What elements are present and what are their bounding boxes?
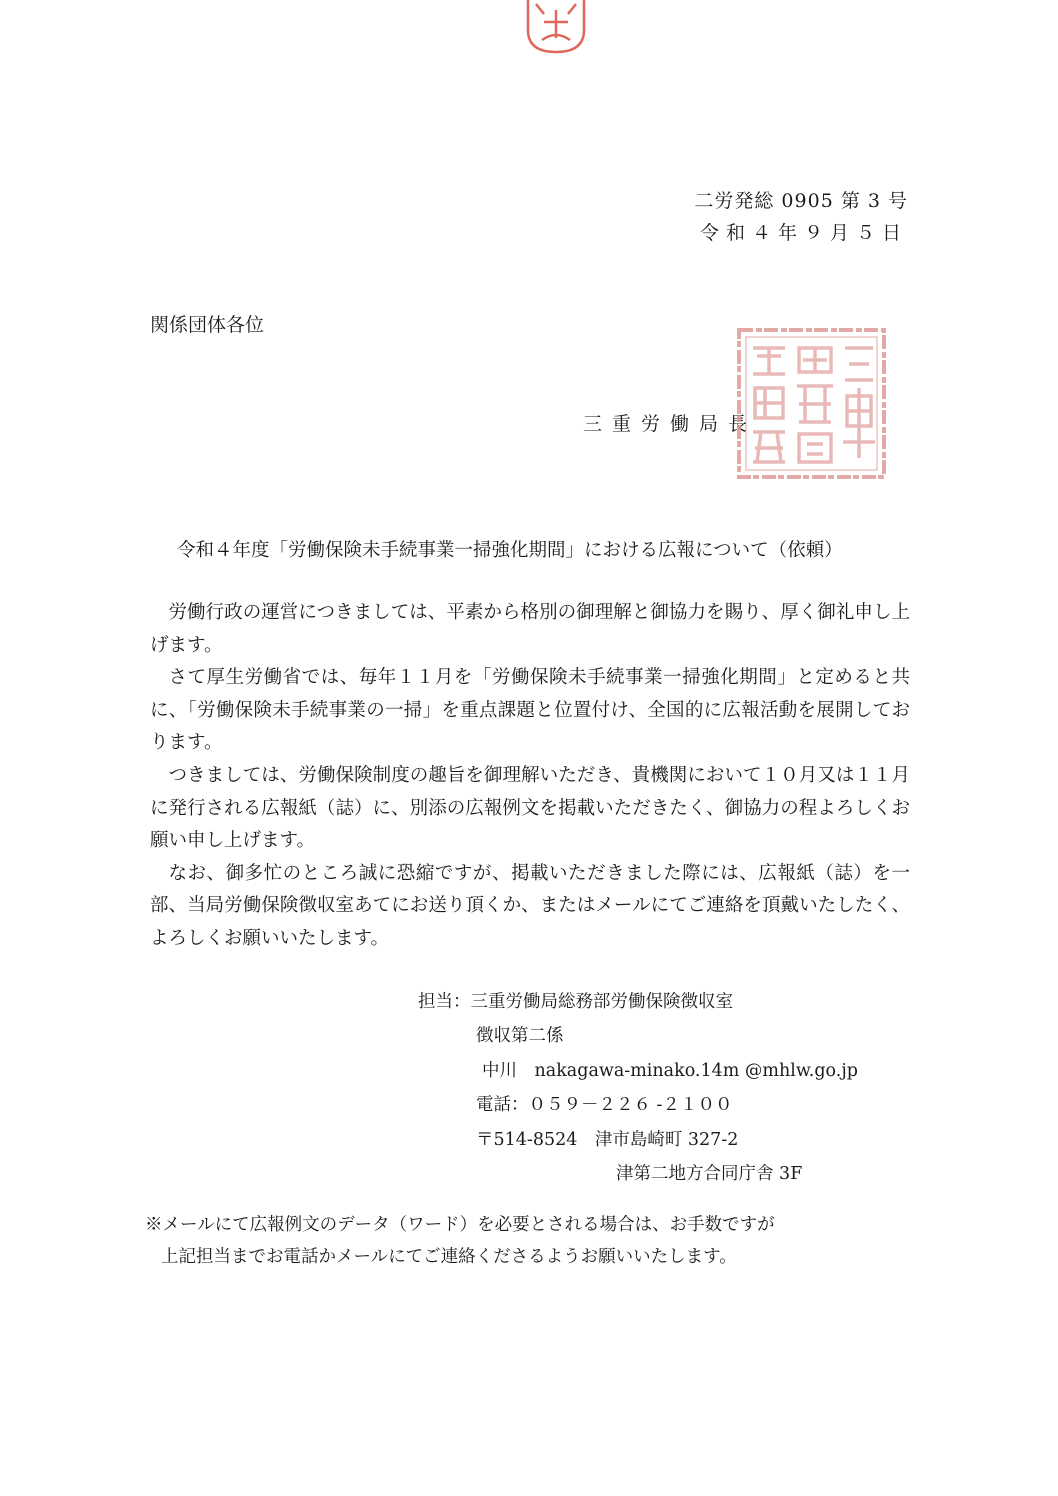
document-number: 二労発総 0905 第 3 号: [694, 190, 908, 212]
contact-person-email: 中川 nakagawa-minako.14m @mhlw.go.jp: [482, 1060, 858, 1081]
subject-line: 令和４年度「労働保険未手続事業一掃強化期間」における広報について（依頼）: [177, 540, 843, 561]
footnote-line: 上記担当までお電話かメールにてご連絡くださるようお願いいたします。: [161, 1247, 737, 1267]
document-date: 令和４年９月５日: [699, 222, 908, 244]
body-paragraph: 労働行政の運営につきましては、平素から格別の御理解と御協力を賜り、厚く御礼申し上げます。: [150, 602, 910, 656]
contact-building: 津第二地方合同庁舎 3F: [616, 1164, 803, 1185]
recipient: 関係団体各位: [150, 314, 265, 336]
sender-title: 三重労働局長: [583, 413, 758, 435]
body-paragraph: つきましては、労働保険制度の趣旨を御理解いただき、貴機関において１０月又は１１月に発行される広報紙（誌）に、別添の広報例文を掲載いただきたく、御協力の程よろしくお願い申し上げます。: [150, 764, 910, 852]
contact-section: 徴収第二係: [476, 1026, 564, 1047]
contact-phone: 電話：０５９－２２６ -２１００: [476, 1095, 733, 1116]
contact-address: 〒514-8524 津市島崎町 327-2: [476, 1129, 739, 1150]
contact-department: 担当：三重労働局総務部労働保険徴収室: [418, 992, 733, 1012]
official-seal-icon: [735, 326, 888, 481]
body-text: [150, 597, 910, 956]
contact-block: [418, 985, 858, 1191]
reception-stamp-icon: [522, 0, 590, 54]
body-paragraph: なお、御多忙のところ誠に恐縮ですが、掲載いただきました際には、広報紙（誌）を一部、当局労働保険徴収室あてにお送り頂くか、またはメールにてご連絡を頂戴いたしたく、よろしくお願いいたします。: [150, 862, 910, 949]
body-paragraph: さて厚生労働省では、毎年１１月を「労働保険未手続事業一掃強化期間」と定めると共に、「労働保険未手続事業の一掃」を重点課題と位置付け、全国的に広報活動を展開しております。: [150, 667, 910, 754]
footnote: [145, 1209, 775, 1273]
footnote-line: ※メールにて広報例文のデータ（ワード）を必要とされる場合は、お手数ですが: [145, 1215, 775, 1235]
